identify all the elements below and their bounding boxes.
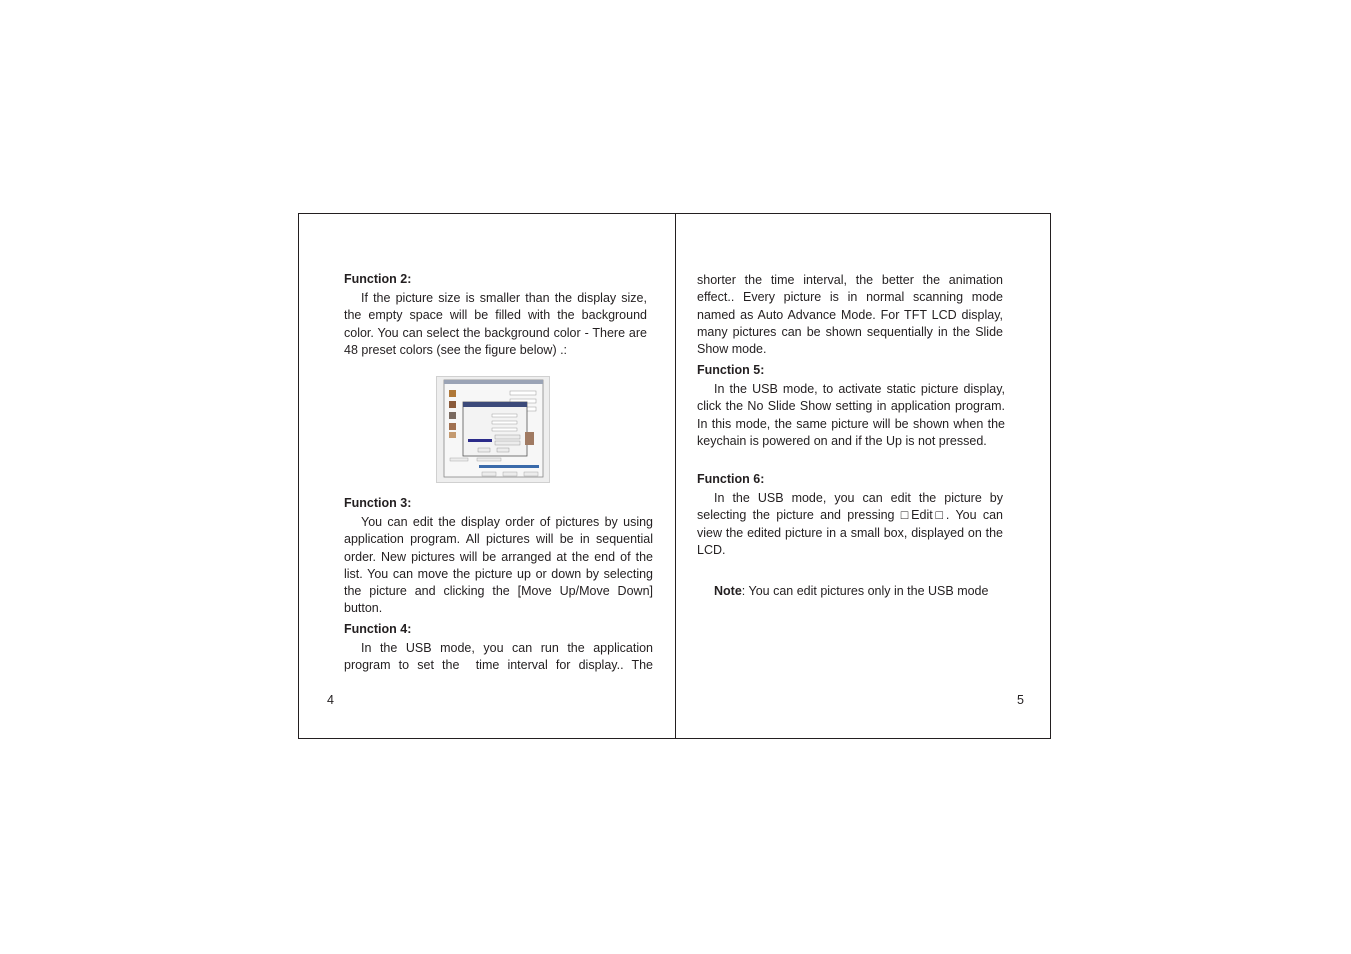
function-3-body: You can edit the display order of pictures by using application program. All pictures will be in sequential order. New pictures will be arranged at the end of the list. You can move the picture up or down by selecting the picture and clicking the [Move Up/Move Down] button. (344, 515, 653, 616)
note (714, 583, 988, 600)
function-2-body: If the picture size is smaller than the display size, the empty space will be filled with the background color. You can select the background color - There are 48 preset colors (see the figure below) .: (344, 291, 647, 357)
page-number-left: 4 (327, 693, 334, 707)
booklet-spread (298, 213, 1051, 739)
right-page (676, 214, 1052, 738)
function-4-body: In the USB mode, you can run the application program to set the time interval for display.. The (344, 641, 657, 673)
function-4-continued: shorter the time interval, the better the animation effect.. Every picture is in normal scanning mode named as Auto Advance Mode. For TFT LCD display, many pictures can be shown sequentially in the Slide Show mode. (697, 273, 1003, 357)
function-6-heading: Function 6: (697, 472, 765, 486)
page-number-right: 5 (1017, 693, 1024, 707)
function-4-heading: Function 4: (344, 622, 412, 636)
function-5-body: In the USB mode, to activate static picture display, click the No Slide Show setting in application program. In this mode, the same picture will be shown when the keychain is powered on and if the Up is not pressed. (697, 382, 1005, 448)
function-3-heading: Function 3: (344, 496, 412, 510)
function-6-body: In the USB mode, you can edit the picture by selecting the picture and pressing □Edit□. You can view the edited picture in a small box, displayed on the LCD. (697, 491, 1003, 557)
note-text: : You can edit pictures only in the USB mode (741, 584, 989, 598)
function-2-heading: Function 2: (344, 272, 412, 286)
left-page (299, 214, 675, 738)
background-color-dialog-screenshot (436, 376, 550, 483)
note-label: Note (714, 584, 742, 598)
function-5-heading: Function 5: (697, 363, 765, 377)
dialog-screenshot-graphic (437, 377, 549, 482)
